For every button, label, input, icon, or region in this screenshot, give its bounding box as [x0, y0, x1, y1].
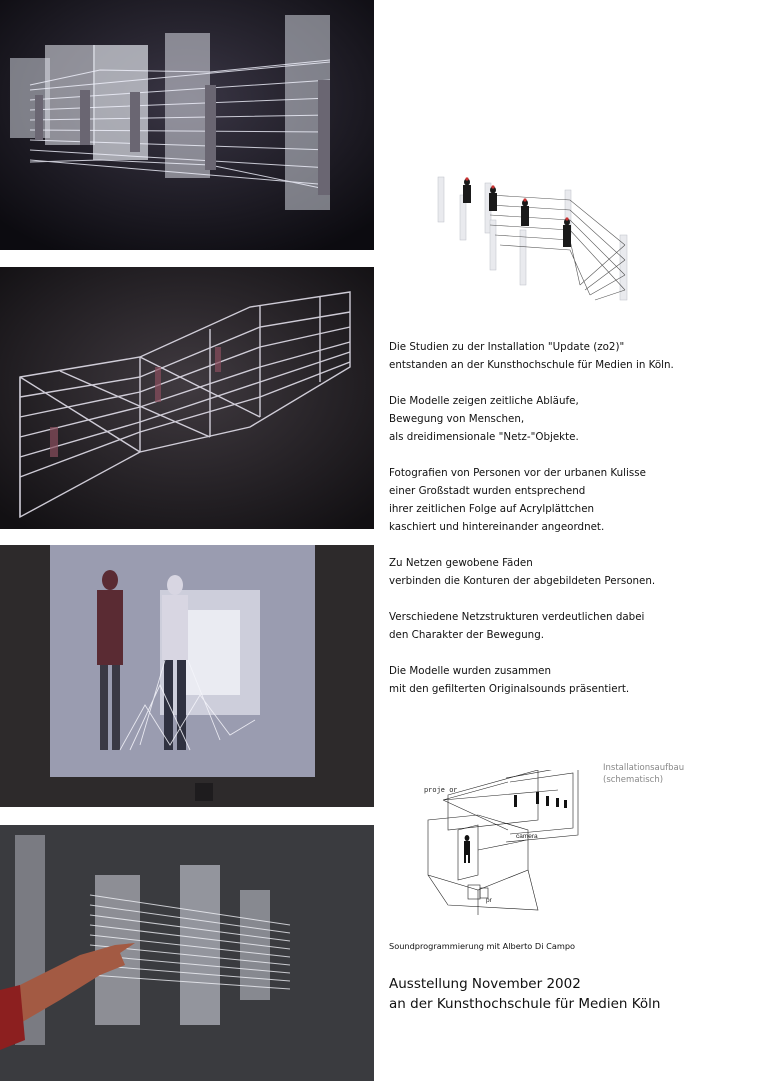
photo-net-model-front — [0, 0, 374, 250]
schematic-caption-line: (schematisch) — [603, 775, 664, 785]
exhibition-info — [389, 974, 661, 1014]
text-line: verbinden die Konturen der abgebildeten Personen. — [389, 575, 656, 587]
exhibition-venue: an der Kunsthochschule für Medien Köln — [389, 996, 661, 1012]
text-line: Die Studien zu der Installation "Update (zo2)" — [389, 341, 625, 353]
net-model-render — [430, 165, 640, 325]
installation-photo-icon — [0, 545, 374, 807]
installation-photo-icon — [0, 267, 374, 529]
text-line: Die Modelle wurden zusammen — [389, 665, 551, 677]
photo-net-model-perspective — [0, 267, 374, 529]
installation-photo-icon — [0, 825, 374, 1081]
intro-paragraph-2 — [389, 392, 759, 446]
net-model-icon — [430, 165, 640, 325]
text-line: entstanden an der Kunsthochschule für Medien in Köln. — [389, 359, 674, 371]
text-line: Verschiedene Netzstrukturen verdeutlichen dabei — [389, 611, 645, 623]
text-line: den Charakter der Bewegung. — [389, 629, 545, 641]
text-line: als dreidimensionale "Netz-"Objekte. — [389, 431, 579, 443]
text-line: mit den gefilterten Originalsounds präsentiert. — [389, 683, 630, 695]
photo-projection-figures — [0, 545, 374, 807]
installation-schematic — [418, 770, 618, 915]
text-line: einer Großstadt wurden entsprechend — [389, 485, 586, 497]
pr-label: pr — [486, 897, 492, 904]
exhibition-date: Ausstellung November 2002 — [389, 976, 581, 992]
schematic-caption-line: Installationsaufbau — [603, 763, 685, 773]
photo-hand-pointing — [0, 825, 374, 1081]
intro-paragraph-4 — [389, 554, 759, 590]
schematic-caption — [603, 762, 684, 786]
text-line: Fotografien von Personen vor der urbanen Kulisse — [389, 467, 646, 479]
schematic-diagram-icon — [418, 770, 618, 915]
intro-text — [389, 338, 759, 716]
text-line: Bewegung von Menschen, — [389, 413, 525, 425]
intro-paragraph-5 — [389, 608, 759, 644]
installation-photo-icon — [0, 0, 374, 250]
projector-label: proje or — [424, 787, 458, 795]
intro-paragraph-6 — [389, 662, 759, 698]
text-line: ihrer zeitlichen Folge auf Acrylplättchen — [389, 503, 595, 515]
intro-paragraph-3 — [389, 464, 759, 536]
camera-label: camera — [516, 833, 538, 840]
text-line: kaschiert und hintereinander angeordnet. — [389, 521, 605, 533]
text-line: Zu Netzen gewobene Fäden — [389, 557, 533, 569]
text-line: Die Modelle zeigen zeitliche Abläufe, — [389, 395, 579, 407]
sound-credit: Soundprogrammierung mit Alberto Di Campo — [389, 941, 576, 951]
intro-paragraph-1 — [389, 338, 759, 374]
